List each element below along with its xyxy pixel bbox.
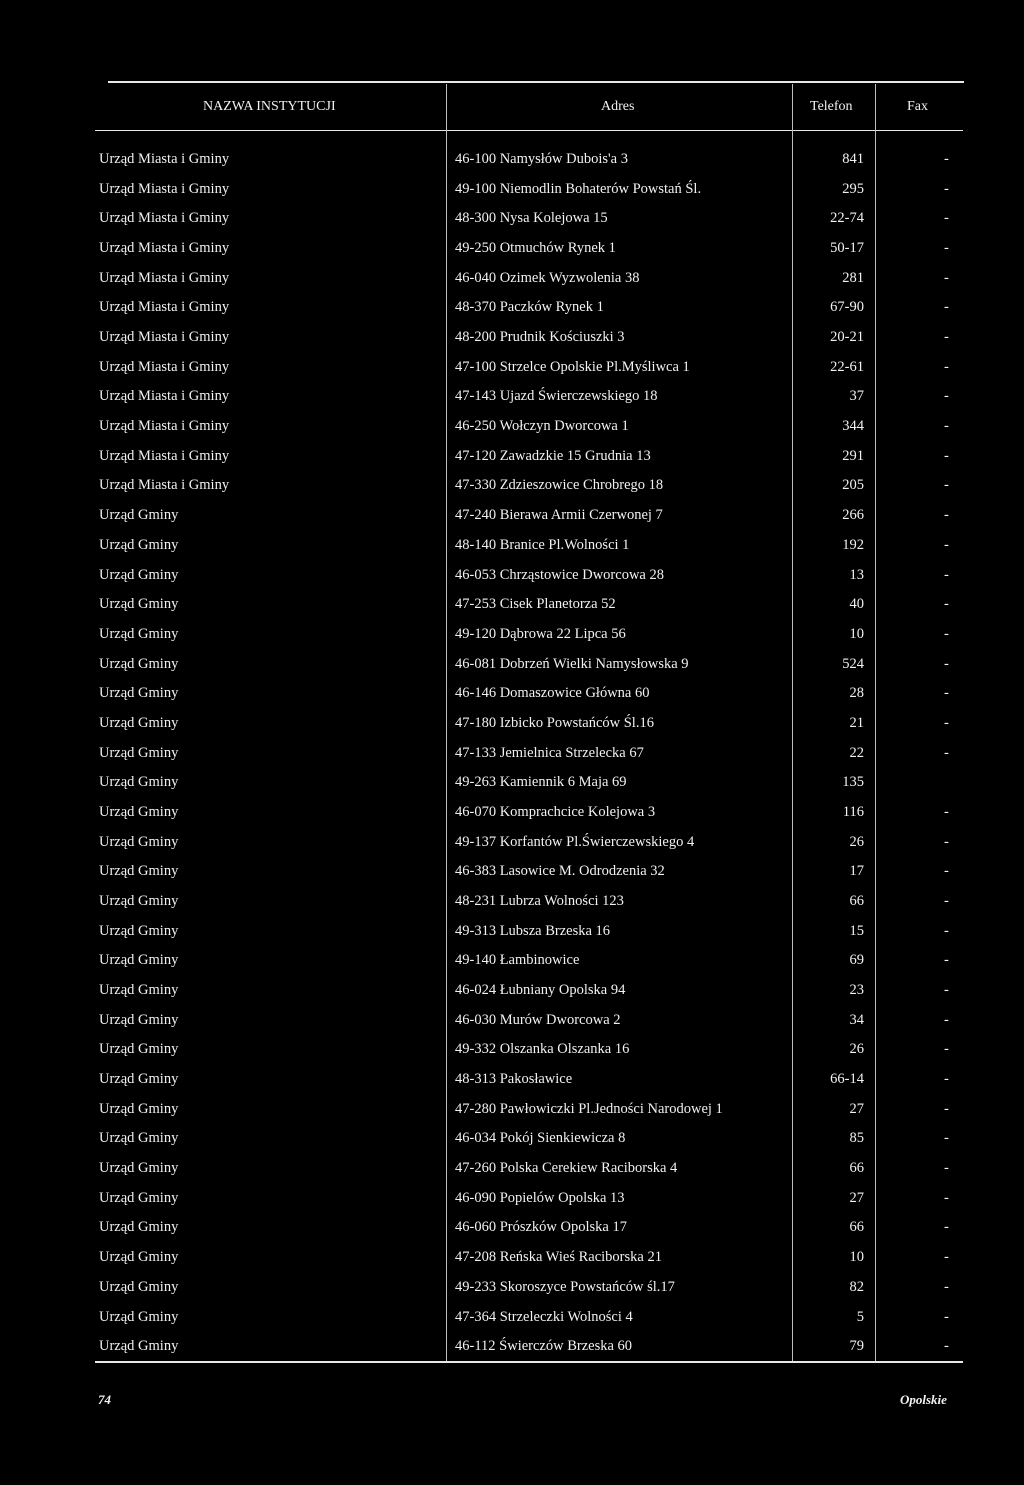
address-cell: 49-233 Skoroszyce Powstańców śl.17 <box>455 1278 675 1295</box>
institution-name-cell: Urząd Gminy <box>99 744 179 761</box>
phone-cell: 20-21 <box>830 329 864 346</box>
phone-cell: 205 <box>842 477 864 494</box>
header-bottom-rule <box>95 130 963 131</box>
phone-cell: 13 <box>849 566 864 583</box>
table-row <box>0 1219 1024 1243</box>
fax-cell: - <box>944 982 949 999</box>
phone-cell: 50-17 <box>830 240 864 257</box>
fax-cell: - <box>944 1338 949 1355</box>
address-cell: 46-112 Świerczów Brzeska 60 <box>455 1338 633 1355</box>
institution-name-cell: Urząd Miasta i Gminy <box>99 180 230 197</box>
table-row <box>0 359 1024 383</box>
institution-name-cell: Urząd Gminy <box>99 536 179 553</box>
fax-cell: - <box>944 269 949 286</box>
address-cell: 47-120 Zawadzkie 15 Grudnia 13 <box>455 447 651 464</box>
address-cell: 47-260 Polska Cerekiew Raciborska 4 <box>455 1160 678 1177</box>
address-cell: 47-143 Ujazd Świerczewskiego 18 <box>455 388 658 405</box>
institution-name-cell: Urząd Miasta i Gminy <box>99 388 230 405</box>
fax-cell: - <box>944 1100 949 1117</box>
address-cell: 47-330 Zdzieszowice Chrobrego 18 <box>455 477 664 494</box>
fax-cell: - <box>944 863 949 880</box>
fax-cell: - <box>944 685 949 702</box>
address-cell: 46-053 Chrząstowice Dworcowa 28 <box>455 566 664 583</box>
phone-cell: 22-74 <box>830 210 864 227</box>
address-cell: 46-383 Lasowice M. Odrodzenia 32 <box>455 863 665 880</box>
fax-cell: - <box>944 625 949 642</box>
institution-name-cell: Urząd Gminy <box>99 1338 179 1355</box>
institution-name-cell: Urząd Gminy <box>99 507 179 524</box>
fax-cell: - <box>944 1278 949 1295</box>
table-row <box>0 804 1024 828</box>
fax-cell: - <box>944 180 949 197</box>
header-address: Adres <box>601 99 635 114</box>
fax-cell: - <box>944 477 949 494</box>
address-cell: 49-120 Dąbrowa 22 Lipca 56 <box>455 625 626 642</box>
phone-cell: 17 <box>849 863 864 880</box>
phone-cell: 66-14 <box>830 1071 864 1088</box>
table-row <box>0 151 1024 175</box>
institution-name-cell: Urząd Gminy <box>99 893 179 909</box>
address-cell: 46-040 Ozimek Wyzwolenia 38 <box>455 269 640 286</box>
institution-name-cell: Urząd Gminy <box>99 1100 179 1117</box>
table-row <box>0 1190 1024 1214</box>
phone-cell: 266 <box>842 507 864 524</box>
phone-cell: 67-90 <box>830 299 864 316</box>
phone-cell: 34 <box>849 1011 864 1028</box>
address-cell: 47-100 Strzelce Opolskie Pl.Myśliwca 1 <box>455 358 690 375</box>
phone-cell: 524 <box>842 655 864 672</box>
fax-cell: - <box>944 744 949 761</box>
phone-cell: 27 <box>849 1100 864 1117</box>
institution-name-cell: Urząd Gminy <box>99 1130 179 1147</box>
institution-name-cell: Urząd Gminy <box>99 685 179 702</box>
institution-name-cell: Urząd Gminy <box>99 625 179 642</box>
table-row <box>0 952 1024 976</box>
address-cell: 47-253 Cisek Planetorza 52 <box>455 596 616 613</box>
institution-name-cell: Urząd Gminy <box>99 1219 179 1236</box>
institution-name-cell: Urząd Gminy <box>99 1278 179 1295</box>
table-row <box>0 1309 1024 1333</box>
address-cell: 46-060 Prószków Opolska 17 <box>455 1219 627 1236</box>
address-cell: 49-250 Otmuchów Rynek 1 <box>455 240 616 257</box>
page-number: 74 <box>98 1392 111 1407</box>
phone-cell: 21 <box>849 714 864 731</box>
address-cell: 46-146 Domaszowice Główna 60 <box>455 685 650 702</box>
table-row <box>0 567 1024 591</box>
institution-name-cell: Urząd Gminy <box>99 922 179 939</box>
fax-cell: - <box>944 507 949 524</box>
phone-cell: 85 <box>849 1130 864 1147</box>
institution-name-cell: Urząd Miasta i Gminy <box>99 358 230 375</box>
fax-cell: - <box>944 1041 949 1058</box>
institution-name-cell: Urząd Miasta i Gminy <box>99 210 230 227</box>
fax-cell: - <box>944 714 949 731</box>
table-row <box>0 1338 1024 1362</box>
institution-name-cell: Urząd Miasta i Gminy <box>99 151 230 167</box>
fax-cell: - <box>944 1308 949 1325</box>
fax-cell: - <box>944 803 949 820</box>
fax-cell: - <box>944 358 949 375</box>
address-cell: 49-137 Korfantów Pl.Świerczewskiego 4 <box>455 833 695 850</box>
table-row <box>0 1041 1024 1065</box>
phone-cell: 281 <box>842 269 864 286</box>
fax-cell: - <box>944 833 949 850</box>
fax-cell: - <box>944 1071 949 1088</box>
fax-cell: - <box>944 1189 949 1206</box>
address-cell: 47-208 Reńska Wieś Raciborska 21 <box>455 1249 662 1266</box>
address-cell: 46-034 Pokój Sienkiewicza 8 <box>455 1130 626 1147</box>
phone-cell: 82 <box>849 1278 864 1295</box>
table-row <box>0 388 1024 412</box>
table-row <box>0 329 1024 353</box>
header-fax: Fax <box>907 99 928 114</box>
address-cell: 47-133 Jemielnica Strzelecka 67 <box>455 744 644 761</box>
phone-cell: 79 <box>849 1338 864 1355</box>
table-row <box>0 685 1024 709</box>
phone-cell: 26 <box>849 1041 864 1058</box>
phone-cell: 344 <box>842 418 864 435</box>
address-cell: 46-090 Popielów Opolska 13 <box>455 1189 625 1206</box>
fax-cell: - <box>944 1011 949 1028</box>
fax-cell: - <box>944 1219 949 1236</box>
table-row <box>0 210 1024 234</box>
address-cell: 49-332 Olszanka Olszanka 16 <box>455 1041 630 1058</box>
fax-cell: - <box>944 299 949 316</box>
institution-name-cell: Urząd Gminy <box>99 863 179 880</box>
table-row <box>0 982 1024 1006</box>
phone-cell: 116 <box>842 803 864 820</box>
table-row <box>0 537 1024 561</box>
table-row <box>0 596 1024 620</box>
table-row <box>0 418 1024 442</box>
institution-name-cell: Urząd Gminy <box>99 833 179 850</box>
address-cell: 46-030 Murów Dworcowa 2 <box>455 1011 621 1028</box>
institution-name-cell: Urząd Gminy <box>99 1308 179 1325</box>
table-row <box>0 1012 1024 1036</box>
fax-cell: - <box>944 240 949 257</box>
phone-cell: 15 <box>849 922 864 939</box>
phone-cell: 66 <box>849 893 864 909</box>
fax-cell: - <box>944 1130 949 1147</box>
table-row <box>0 240 1024 264</box>
address-cell: 49-313 Lubsza Brzeska 16 <box>455 922 611 939</box>
fax-cell: - <box>944 1160 949 1177</box>
table-row <box>0 1071 1024 1095</box>
institution-name-cell: Urząd Gminy <box>99 596 179 613</box>
institution-name-cell: Urząd Gminy <box>99 1249 179 1266</box>
fax-cell: - <box>944 210 949 227</box>
institution-name-cell: Urząd Gminy <box>99 655 179 672</box>
institution-name-cell: Urząd Gminy <box>99 952 179 969</box>
fax-cell: - <box>944 1249 949 1266</box>
table-row <box>0 656 1024 680</box>
address-cell: 46-100 Namysłów Dubois'a 3 <box>455 151 628 167</box>
phone-cell: 5 <box>856 1308 864 1325</box>
address-cell: 48-313 Pakosławice <box>455 1071 573 1088</box>
header-phone: Telefon <box>810 99 853 114</box>
address-cell: 47-280 Pawłowiczki Pl.Jedności Narodowej 1 <box>455 1100 723 1117</box>
address-cell: 48-200 Prudnik Kościuszki 3 <box>455 329 625 346</box>
address-cell: 48-140 Branice Pl.Wolności 1 <box>455 536 630 553</box>
phone-cell: 40 <box>849 596 864 613</box>
institution-name-cell: Urząd Miasta i Gminy <box>99 240 230 257</box>
address-cell: 49-263 Kamiennik 6 Maja 69 <box>455 774 627 791</box>
institution-name-cell: Urząd Miasta i Gminy <box>99 269 230 286</box>
institution-name-cell: Urząd Gminy <box>99 982 179 999</box>
address-cell: 47-240 Bierawa Armii Czerwonej 7 <box>455 507 663 524</box>
table-row <box>0 477 1024 501</box>
institution-name-cell: Urząd Miasta i Gminy <box>99 329 230 346</box>
fax-cell: - <box>944 952 949 969</box>
phone-cell: 26 <box>849 833 864 850</box>
address-cell: 47-364 Strzeleczki Wolności 4 <box>455 1308 633 1325</box>
address-cell: 46-250 Wołczyn Dworcowa 1 <box>455 418 629 435</box>
fax-cell: - <box>944 151 949 167</box>
address-cell: 48-300 Nysa Kolejowa 15 <box>455 210 608 227</box>
table-row <box>0 745 1024 769</box>
table-row <box>0 834 1024 858</box>
institution-name-cell: Urząd Gminy <box>99 1041 179 1058</box>
institution-name-cell: Urząd Gminy <box>99 774 179 791</box>
table-row <box>0 1160 1024 1184</box>
table-row <box>0 1130 1024 1154</box>
address-cell: 49-100 Niemodlin Bohaterów Powstań Śl. <box>455 180 702 197</box>
table-row <box>0 507 1024 531</box>
fax-cell: - <box>944 418 949 435</box>
table-row <box>0 923 1024 947</box>
institution-name-cell: Urząd Gminy <box>99 714 179 731</box>
phone-cell: 192 <box>842 536 864 553</box>
footer-region: Opolskie <box>900 1392 947 1407</box>
table-row <box>0 181 1024 205</box>
fax-cell: - <box>944 566 949 583</box>
phone-cell: 22 <box>849 744 864 761</box>
address-cell: 47-180 Izbicko Powstańców Śl.16 <box>455 714 654 731</box>
institution-name-cell: Urząd Miasta i Gminy <box>99 447 230 464</box>
institution-name-cell: Urząd Gminy <box>99 1011 179 1028</box>
phone-cell: 10 <box>849 1249 864 1266</box>
phone-cell: 37 <box>849 388 864 405</box>
institution-name-cell: Urząd Gminy <box>99 1071 179 1088</box>
fax-cell: - <box>944 388 949 405</box>
institution-name-cell: Urząd Miasta i Gminy <box>99 299 230 316</box>
phone-cell: 10 <box>849 625 864 642</box>
fax-cell: - <box>944 447 949 464</box>
phone-cell: 295 <box>842 180 864 197</box>
phone-cell: 135 <box>842 774 864 791</box>
fax-cell: - <box>944 596 949 613</box>
table-row <box>0 270 1024 294</box>
phone-cell: 22-61 <box>830 358 864 375</box>
address-cell: 48-231 Lubrza Wolności 123 <box>455 893 624 909</box>
table-top-rule <box>108 81 964 83</box>
phone-cell: 69 <box>849 952 864 969</box>
table-row <box>0 893 1024 917</box>
institution-name-cell: Urząd Gminy <box>99 566 179 583</box>
fax-cell: - <box>944 329 949 346</box>
address-cell: 48-370 Paczków Rynek 1 <box>455 299 604 316</box>
address-cell: 49-140 Łambinowice <box>455 952 580 969</box>
address-cell: 46-024 Łubniany Opolska 94 <box>455 982 626 999</box>
table-row <box>0 715 1024 739</box>
institution-name-cell: Urząd Gminy <box>99 1189 179 1206</box>
table-row <box>0 448 1024 472</box>
institution-name-cell: Urząd Miasta i Gminy <box>99 477 230 494</box>
fax-cell: - <box>944 893 949 909</box>
phone-cell: 291 <box>842 447 864 464</box>
address-cell: 46-070 Komprachcice Kolejowa 3 <box>455 803 656 820</box>
phone-cell: 27 <box>849 1189 864 1206</box>
phone-cell: 66 <box>849 1219 864 1236</box>
phone-cell: 23 <box>849 982 864 999</box>
phone-cell: 66 <box>849 1160 864 1177</box>
fax-cell: - <box>944 922 949 939</box>
institution-name-cell: Urząd Miasta i Gminy <box>99 418 230 435</box>
header-name: NAZWA INSTYTUCJI <box>203 99 336 114</box>
table-row <box>0 299 1024 323</box>
table-row <box>0 863 1024 887</box>
fax-cell: - <box>944 655 949 672</box>
table-row <box>0 1279 1024 1303</box>
institution-name-cell: Urząd Gminy <box>99 803 179 820</box>
address-cell: 46-081 Dobrzeń Wielki Namysłowska 9 <box>455 655 689 672</box>
institution-name-cell: Urząd Gminy <box>99 1160 179 1177</box>
table-row <box>0 626 1024 650</box>
phone-cell: 841 <box>842 151 864 167</box>
fax-cell: - <box>944 536 949 553</box>
phone-cell: 28 <box>849 685 864 702</box>
table-row <box>0 1249 1024 1273</box>
table-row <box>0 1101 1024 1125</box>
table-row <box>0 774 1024 798</box>
